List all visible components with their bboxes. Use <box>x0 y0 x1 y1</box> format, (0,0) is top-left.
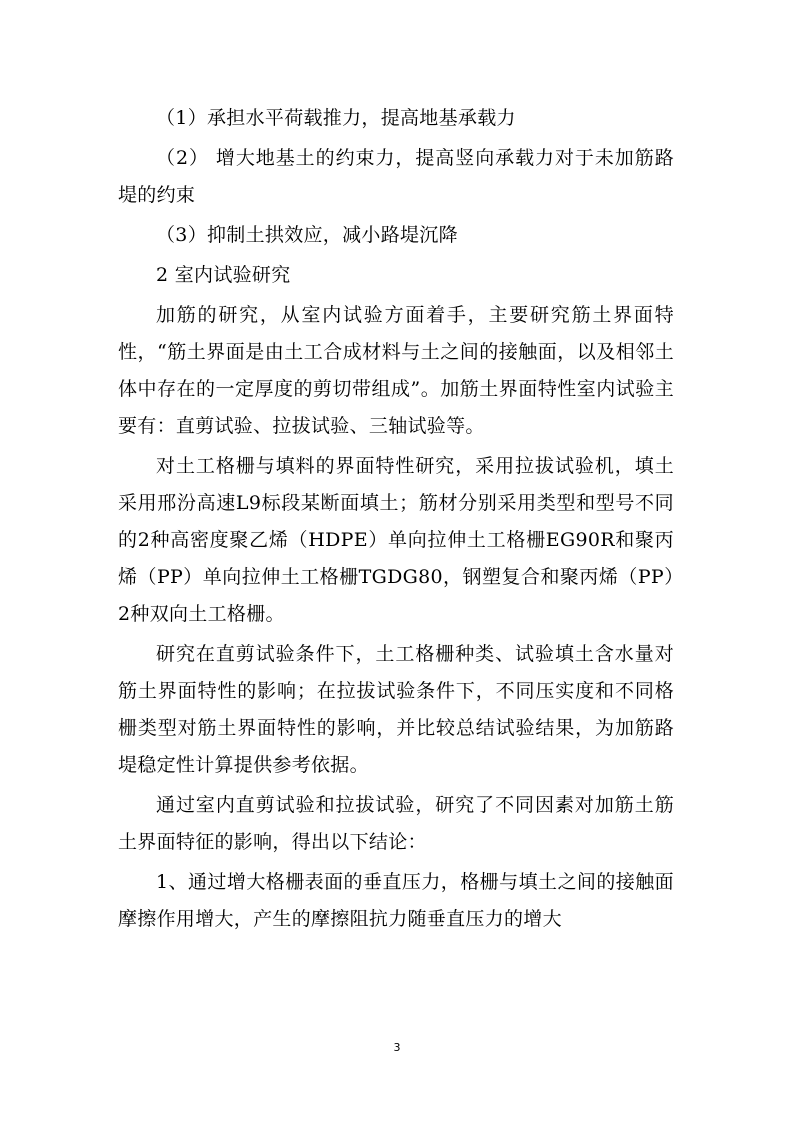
body-paragraph-intro: 加筋的研究，从室内试验方面着手，主要研究筋土界面特性，“筋土界面是由土工合成材料与土之间的接触面，以及相邻土体中存在的一定厚度的剪切带组成”。加筋土界面特性室内试验主要有：直剪试验、拉拔试验、三轴试验等。 <box>118 304 674 437</box>
section-heading: 2 室内试验研究 <box>156 264 291 286</box>
conclusion-item-1: 1、通过增大格栅表面的垂直压力，格栅与填土之间的接触面摩擦作用增大，产生的摩擦阻抗力随垂直压力的增大 <box>118 871 674 930</box>
list-item-3: （3）抑制土拱效应，减小路堤沉降 <box>156 224 458 246</box>
body-paragraph-conclusion-intro: 通过室内直剪试验和拉拔试验，研究了不同因素对加筋土筋土界面特征的影响，得出以下结论： <box>118 794 674 853</box>
list-item-1: （1）承担水平荷载推力，提高地基承载力 <box>156 107 516 129</box>
body-paragraph-geogrid: 对土工格栅与填料的界面特性研究，采用拉拔试验机，填土采用邢汾高速L9标段某断面填土；筋材分别采用类型和型号不同的2种高密度聚乙烯（HDPE）单向拉伸土工格栅EG90R和聚丙烯（PP）单向拉伸土工格栅TGDG80，钢塑复合和聚丙烯（PP）2种双向土工格栅。 <box>118 455 674 625</box>
list-item-2: （2） 增大地基土的约束力，提高竖向承载力对于未加筋路堤的约束 <box>118 147 674 206</box>
page-number: 3 <box>393 1041 401 1054</box>
body-paragraph-study: 研究在直剪试验条件下，土工格栅种类、试验填土含水量对筋土界面特性的影响；在拉拔试验条件下，不同压实度和不同格栅类型对筋土界面特性的影响，并比较总结试验结果，为加筋路堤稳定性计算提供参考依据。 <box>118 643 674 776</box>
document-body <box>118 100 674 941</box>
